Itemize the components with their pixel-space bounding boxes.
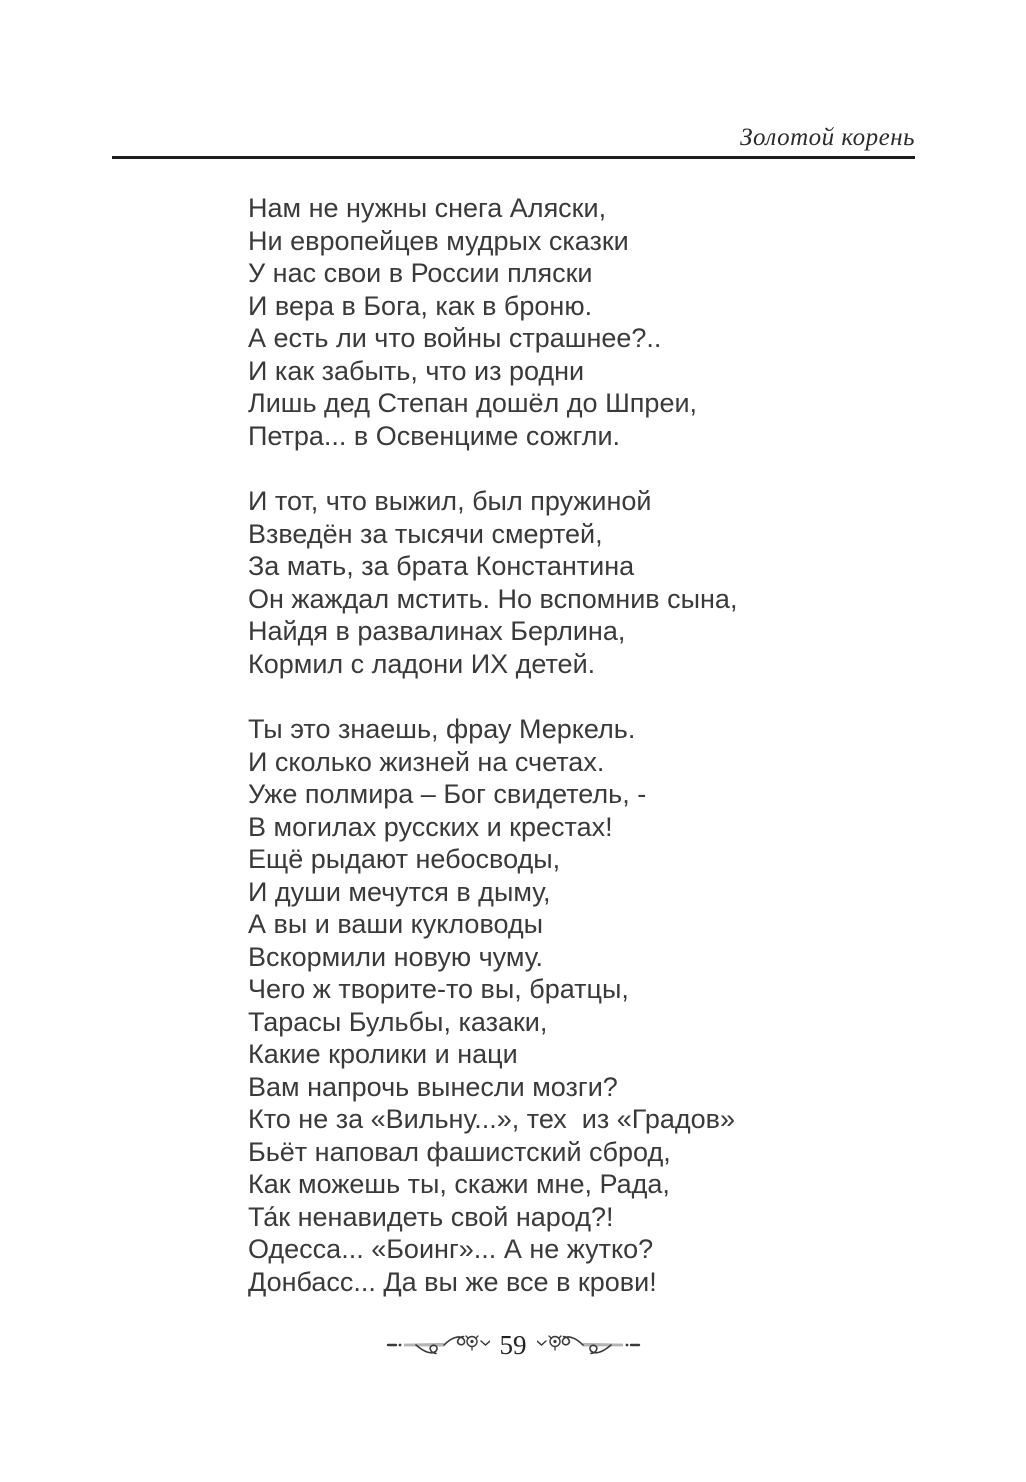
poem-line: Как можешь ты, скажи мне, Рада, [248,1169,670,1199]
poem-line: Донбасс... Да вы же все в крови! [248,1266,657,1297]
poem-line: Кормил с ладони ИХ детей. [248,648,596,679]
poem-line: И как забыть, что из родни [248,355,585,386]
stanza [248,485,737,680]
poem-line: Чего ж творите-то вы, братцы, [248,974,629,1004]
poem-line: Ещё рыдают небосводы, [248,844,561,874]
poem-line: А есть ли что войны страшнее?.. [248,323,662,353]
poem-line: Лишь дед Степан дошёл до Шпреи, [248,388,698,418]
poem-line: За мать, за брата Константина [248,551,635,581]
header-rule [112,156,915,159]
poem-line: Одесса... «Боинг»... А не жутко? [248,1234,654,1264]
poem-line: И тот, что выжил, был пружиной [248,486,652,516]
poem-line: И души мечутся в дыму, [248,876,551,907]
flourish-left-icon [386,1328,490,1362]
poem-line: И сколько жизней на счетах. [248,746,605,777]
poem-line: Та́к ненавидеть свой народ?! [248,1201,614,1232]
page-number: 59 [499,1329,527,1360]
poem-line: И вера в Бога, как в броню. [248,290,593,321]
poem-body [248,192,737,1331]
poem-line: Уже полмира – Бог свидетель, - [248,779,647,809]
poem-line: Тарасы Бульбы, казаки, [248,1006,548,1037]
poem-line: Петра... в Освенциме сожгли. [248,420,621,451]
poem-line: Ни европейцев мудрых сказки [248,225,629,256]
page-footer [0,1328,1026,1362]
poem-line: У нас свои в России пляски [248,258,593,288]
poem-line: Какие кролики и наци [248,1039,518,1069]
stanza [248,192,737,452]
flourish-right-icon [537,1328,641,1362]
poem-line: Кто не за «Вильну...», тех из «Градов» [248,1104,736,1134]
poem-line: Взведён за тысячи смертей, [248,518,603,549]
poem-line: Бьёт наповал фашистский сброд, [248,1136,671,1167]
poem-line: Нам не нужны снега Аляски, [248,193,607,223]
poem-line: Вскормили новую чуму. [248,941,543,972]
poem-line: Вам напрочь вынесли мозги? [248,1071,618,1102]
poem-line: Он жаждал мстить. Но вспомнив сына, [248,583,738,614]
poem-line: Найдя в развалинах Берлина, [248,616,626,646]
poem-line: Ты это знаешь, фрау Меркель. [248,714,636,744]
poem-line: В могилах русских и крестах! [248,811,613,842]
stanza [248,713,737,1298]
running-title: Золотой корень [740,124,915,151]
poem-line: А вы и ваши кукловоды [248,909,544,939]
